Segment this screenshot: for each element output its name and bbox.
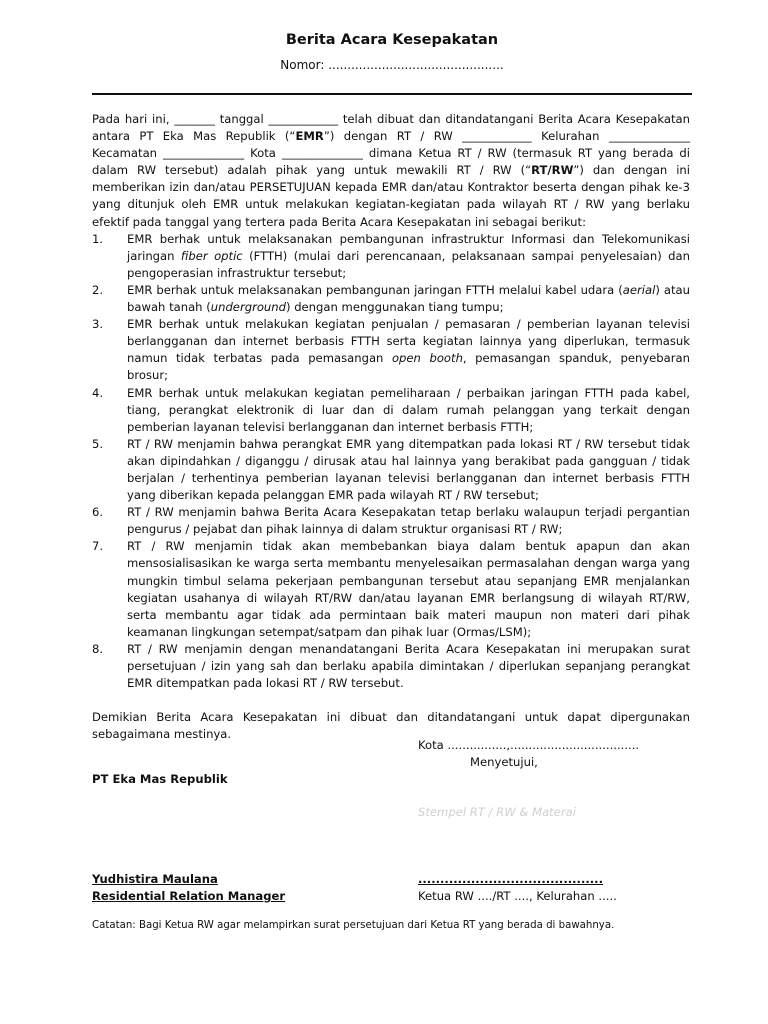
list-item-number: 1. [92,231,104,246]
list-item-text: (FTTH) (mulai dari perencanaan, pelaksanaan sampai penyelesaian) dan pengoperasian infrastruktur tersebut; [127,248,690,280]
list-item-text: RT / RW menjamin dengan menandatangani Berita Acara Kesepakatan ini merupakan surat persetujuan / izin yang sah dan berlaku apabila dimintakan / diperlukan sepanjang perangkat EMR ditempatkan pada lokasi RT / RW tersebut. [127,641,690,691]
signatory-role: Residential Relation Manager [92,889,286,903]
list-item [92,538,690,641]
agreement-list [92,231,690,693]
company-name: PT Eka Mas Republik [92,772,228,786]
document-body [92,111,690,743]
list-item-text: ) atau bawah tanah ( [127,282,690,315]
list-item-text: RT / RW menjamin tidak akan membebankan biaya dalam bentuk apapun dan akan mensosialisasikan ke warga serta membantu menyelesaikan permasalahan dengan warga yang mungkin timbul selama pekerjaan pembangunan tersebut atau sepanjang EMR menjalankan kegiatan usahanya di wilayah RT/RW dan/atau layanan EMR berlangsung di wilayah RT/RW, serta membantu agar tidak ada permintaan baik materi maupun non materi dari pihak keamanan lingkungan setempat/satpam dan pihak luar (Ormas/LSM); [127,539,690,639]
list-item-number: 6. [92,505,104,520]
list-item-italic: underground [210,300,286,315]
list-item-text: EMR berhak untuk melaksanakan pembangunan infrastruktur Informasi dan Telekomunikasi jaringan [127,231,690,263]
list-item-text: EMR berhak untuk melakukan kegiatan penjualan / pemasaran / pemberian layanan televisi berlangganan dan internet berbasis FTTH serta kegiatan lainnya yang diperlukan, termasuk namun tidak terbatas pada pemasangan [127,317,690,366]
header-divider [92,93,692,95]
list-item-number: 8. [92,641,104,656]
list-item [92,436,690,504]
list-item [92,316,690,384]
list-item-number: 3. [92,317,104,332]
intro-bold-emr: EMR [295,129,324,144]
list-item [92,385,690,436]
document-title: Berita Acara Kesepakatan [285,32,499,48]
intro-bold-rtrw: RT/RW [531,163,574,178]
rw-signature-line: .......................................... [418,872,603,886]
list-item [92,231,690,282]
intro-text-2: ”) dengan RT / RW ____________ Kelurahan ______________ Kecamatan ______________ Kota ______________ dimana Ketua RT / RW (termasuk RT yang berada di dalam RW tersebut) adalah pihak yang untuk mewakili RT / RW (“ [92,129,690,178]
place-date-line: Kota ................,................................... [418,738,640,752]
rw-signatory-label: Ketua RW ..../RT ...., Kelurahan ..... [418,889,617,903]
list-item-italic: aerial [622,282,656,297]
intro-text-3: ”) dan dengan ini memberikan izin dan/atau PERSETUJUAN kepada EMR dan/atau Kontraktor beserta dengan pihak ke-3 yang ditunjuk oleh EMR untuk melakukan kegiatan-kegiatan pada wilayah RT / RW yang berlaku efektif pada tanggal yang tertera pada Berita Acara Kesepakatan ini sebagai berikut: [92,163,691,229]
list-item-text: EMR berhak untuk melaksanakan pembangunan jaringan FTTH melalui kabel udara ( [127,282,623,297]
list-item-text: ) dengan menggunakan tiang tumpu; [285,300,504,315]
approval-label: Menyetujui, [470,755,538,769]
list-item-text: RT / RW menjamin bahwa perangkat EMR yang ditempatkan pada lokasi RT / RW tersebut tidak akan dipindahkan / diganggu / dirusak atau hal lainnya yang berakibat pada gangguan / tidak berjalan / terhentinya pemberian layanan televisi berlangganan dan internet berbasis FTTH yang diberikan kepada pelanggan EMR pada wilayah RT / RW tersebut; [127,436,690,503]
list-item [92,282,690,316]
footnote: Catatan: Bagi Ketua RW agar melampirkan surat persetujuan dari Ketua RT yang berada di bawahnya. [92,920,615,931]
list-item-number: 7. [92,539,104,554]
list-item-number: 2. [92,282,104,297]
list-item-italic: fiber optic [180,248,243,263]
list-item-text: , pemasangan spanduk, penyebaran brosur; [127,351,690,383]
list-item [92,641,690,692]
list-item-number: 4. [92,385,104,400]
intro-paragraph [92,111,690,231]
list-item [92,504,690,538]
signatory-name: Yudhistira Maulana [92,872,218,886]
list-item-number: 5. [92,436,104,451]
list-item-text: EMR berhak untuk melakukan kegiatan pemeliharaan / perbaikan jaringan FTTH pada kabel, tiang, perangkat elektronik di luar dan di dalam rumah pelanggan yang terkait dengan pemberian layanan televisi berlangganan dan internet berbasis FTTH; [127,385,690,434]
closing-paragraph: Demikian Berita Acara Kesepakatan ini dibuat dan ditandatangani untuk dapat dipergunakan sebagaimana mestinya. [92,710,690,742]
list-item-text: RT / RW menjamin bahwa Berita Acara Kesepakatan tetap berlaku walaupun terjadi pergantian pengurus / pejabat dan pihak lainnya di dalam struktur organisasi RT / RW; [127,505,690,537]
document-number: Nomor: .............................................. [280,58,504,72]
stamp-placeholder: Stempel RT / RW & Materai [418,805,576,819]
intro-text-1: Pada hari ini, _______ tanggal ____________ telah dibuat dan ditandatangani Berita Acara Kesepakatan antara PT Eka Mas Republik (“ [92,112,690,144]
list-item-italic: open booth [391,351,463,366]
